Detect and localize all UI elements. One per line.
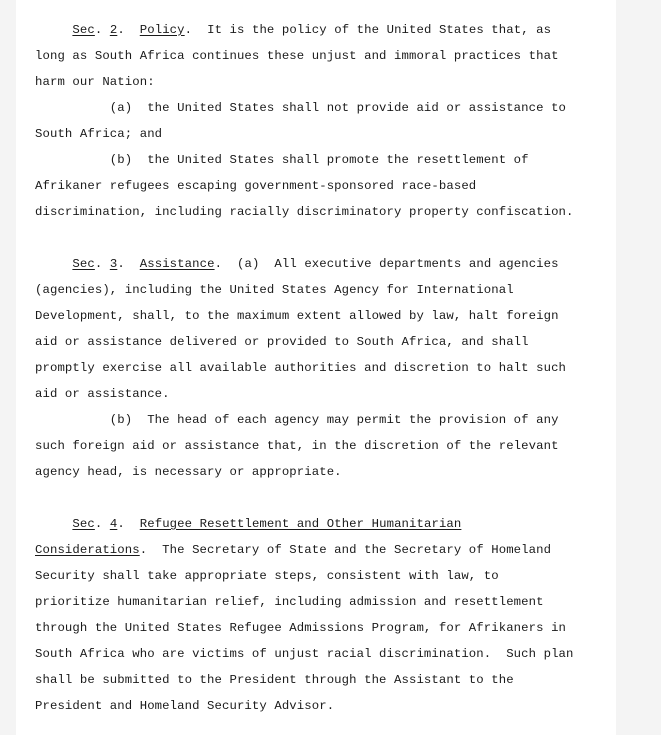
section-heading: Assistance <box>139 257 215 271</box>
text-line: . It is the policy of the United States that, as <box>184 23 552 37</box>
sec-number: 3 <box>109 257 118 271</box>
section-4-heading-continuation <box>35 537 615 563</box>
text-line: such foreign aid or assistance that, in the discretion of the relevant <box>35 439 559 453</box>
paragraph-gap <box>35 225 615 251</box>
sec-number: 4 <box>109 517 118 531</box>
text-line: (b) The head of each agency may permit the provision of any <box>109 413 559 427</box>
text-line: promptly exercise all available authorities and discretion to halt such <box>35 361 567 375</box>
text-line: discrimination, including racially discriminatory property confiscation. <box>35 205 574 219</box>
section-3-heading-line: Sec. 3. Assistance. (a) All executive departments and agencies <box>72 257 559 271</box>
subsection-b-line <box>35 147 615 173</box>
text-line: South Africa who are victims of unjust racial discrimination. Such plan <box>35 647 574 661</box>
text-line: Afrikaner refugees escaping government-sponsored race-based <box>35 179 477 193</box>
text-line: prioritize humanitarian relief, including admission and resettlement <box>35 595 544 609</box>
text-line: harm our Nation: <box>35 75 155 89</box>
text-line: long as South Africa continues these unjust and immoral practices that <box>35 49 559 63</box>
text-line: (agencies), including the United States Agency for International <box>35 283 514 297</box>
section-4 <box>35 511 615 719</box>
sec-label: Sec <box>72 257 95 271</box>
sec-label: Sec <box>72 23 95 37</box>
text-line: (a) the United States shall not provide aid or assistance to <box>109 101 567 115</box>
text-line: agency head, is necessary or appropriate. <box>35 465 342 479</box>
text-line: through the United States Refugee Admissions Program, for Afrikaners in <box>35 621 567 635</box>
subsection-a-line <box>35 95 615 121</box>
text-line: President and Homeland Security Advisor. <box>35 699 335 713</box>
subsection-b-line <box>35 407 615 433</box>
document-page <box>16 0 616 735</box>
section-heading: Considerations <box>35 543 140 557</box>
text-line: aid or assistance delivered or provided to South Africa, and shall <box>35 335 529 349</box>
text-line: South Africa; and <box>35 127 163 141</box>
paragraph-gap <box>35 485 615 511</box>
document-body <box>35 17 615 719</box>
text-line: . (a) All executive departments and agencies <box>214 257 559 271</box>
section-heading: Policy <box>139 23 185 37</box>
section-heading: Refugee Resettlement and Other Humanitarian <box>139 517 462 531</box>
text-line: shall be submitted to the President through the Assistant to the <box>35 673 514 687</box>
section-2-heading-line: Sec. 2. Policy. It is the policy of the United States that, as <box>72 23 552 37</box>
section-2 <box>35 17 615 225</box>
text-line: . The Secretary of State and the Secretary of Homeland <box>139 543 552 557</box>
text-line: Development, shall, to the maximum extent allowed by law, halt foreign <box>35 309 559 323</box>
text-line: (b) the United States shall promote the resettlement of <box>109 153 529 167</box>
sec-number: 2 <box>109 23 118 37</box>
text-line: aid or assistance. <box>35 387 170 401</box>
section-4-heading-line: Sec. 4. Refugee Resettlement and Other Humanitarian <box>72 517 462 531</box>
sec-label: Sec <box>72 517 95 531</box>
section-3 <box>35 251 615 485</box>
text-line: Security shall take appropriate steps, consistent with law, to <box>35 569 499 583</box>
